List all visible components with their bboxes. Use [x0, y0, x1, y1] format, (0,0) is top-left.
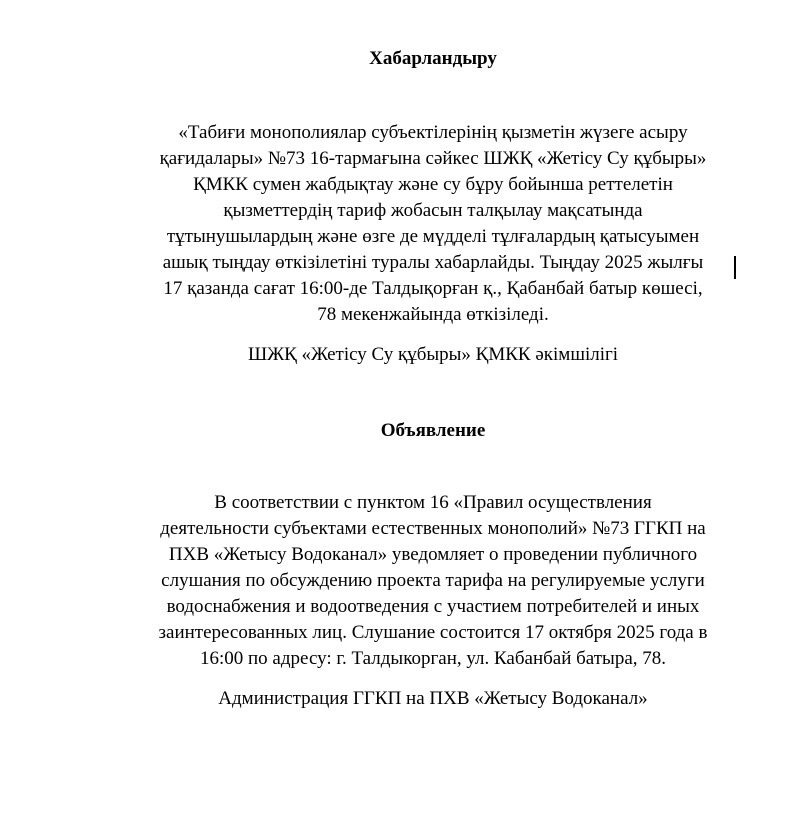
russian-signature: Администрация ГГКП на ПХВ «Жетысу Водоканал» — [218, 688, 648, 709]
russian-body — [113, 490, 753, 672]
russian-body-line: слушания по обсуждению проекта тарифа на регулируемые услуги — [161, 570, 705, 591]
russian-body-line: заинтересованных лиц. Слушание состоится 17 октября 2025 года в — [158, 622, 708, 643]
kazakh-body-line: 17 қазанда сағат 16:00-де Талдықорған қ., Қабанбай батыр көшесі, — [163, 278, 703, 299]
russian-body-line: ПХВ «Жетысу Водоканал» уведомляет о проведении публичного — [168, 544, 698, 565]
kazakh-body — [113, 120, 753, 328]
kazakh-body-line: ашық тыңдау өткізілетіні туралы хабарлайды. Тыңдау 2025 жылғы — [162, 252, 704, 273]
russian-body-line: деятельности субъектами естественных монополий» №73 ГГКП на — [160, 518, 706, 539]
kazakh-body-line: ҚМКК сумен жабдықтау және су бұру бойынша реттелетін — [193, 174, 673, 195]
kazakh-body-line: қызметтердің тариф жобасын талқылау мақсатында — [223, 200, 643, 221]
russian-body-line: водоснабжения и водоотведения с участием потребителей и иных — [166, 596, 700, 617]
russian-body-line: В соответствии с пунктом 16 «Правил осуществления — [214, 492, 652, 513]
kazakh-body-line: «Табиғи монополиялар субъектілерінің қызметін жүзеге асыру — [178, 122, 688, 143]
kazakh-signature: ШЖҚ «Жетісу Су құбыры» ҚМКК әкімшілігі — [247, 344, 619, 365]
kazakh-body-line: 78 мекенжайында өткізіледі. — [317, 304, 549, 325]
russian-title: Объявление — [380, 420, 486, 441]
kazakh-body-line: қағидалары» №73 16-тармағына сәйкес ШЖҚ «Жетісу Су құбыры» — [159, 148, 707, 169]
kazakh-body-line: тұтынушылардың және өзге де мүдделі тұлғалардың қатысуымен — [166, 226, 700, 247]
russian-body-line: 16:00 по адресу: г. Талдыкорган, ул. Кабанбай батыра, 78. — [199, 648, 667, 669]
kazakh-title: Хабарландыру — [369, 48, 497, 69]
text-cursor — [734, 256, 736, 279]
